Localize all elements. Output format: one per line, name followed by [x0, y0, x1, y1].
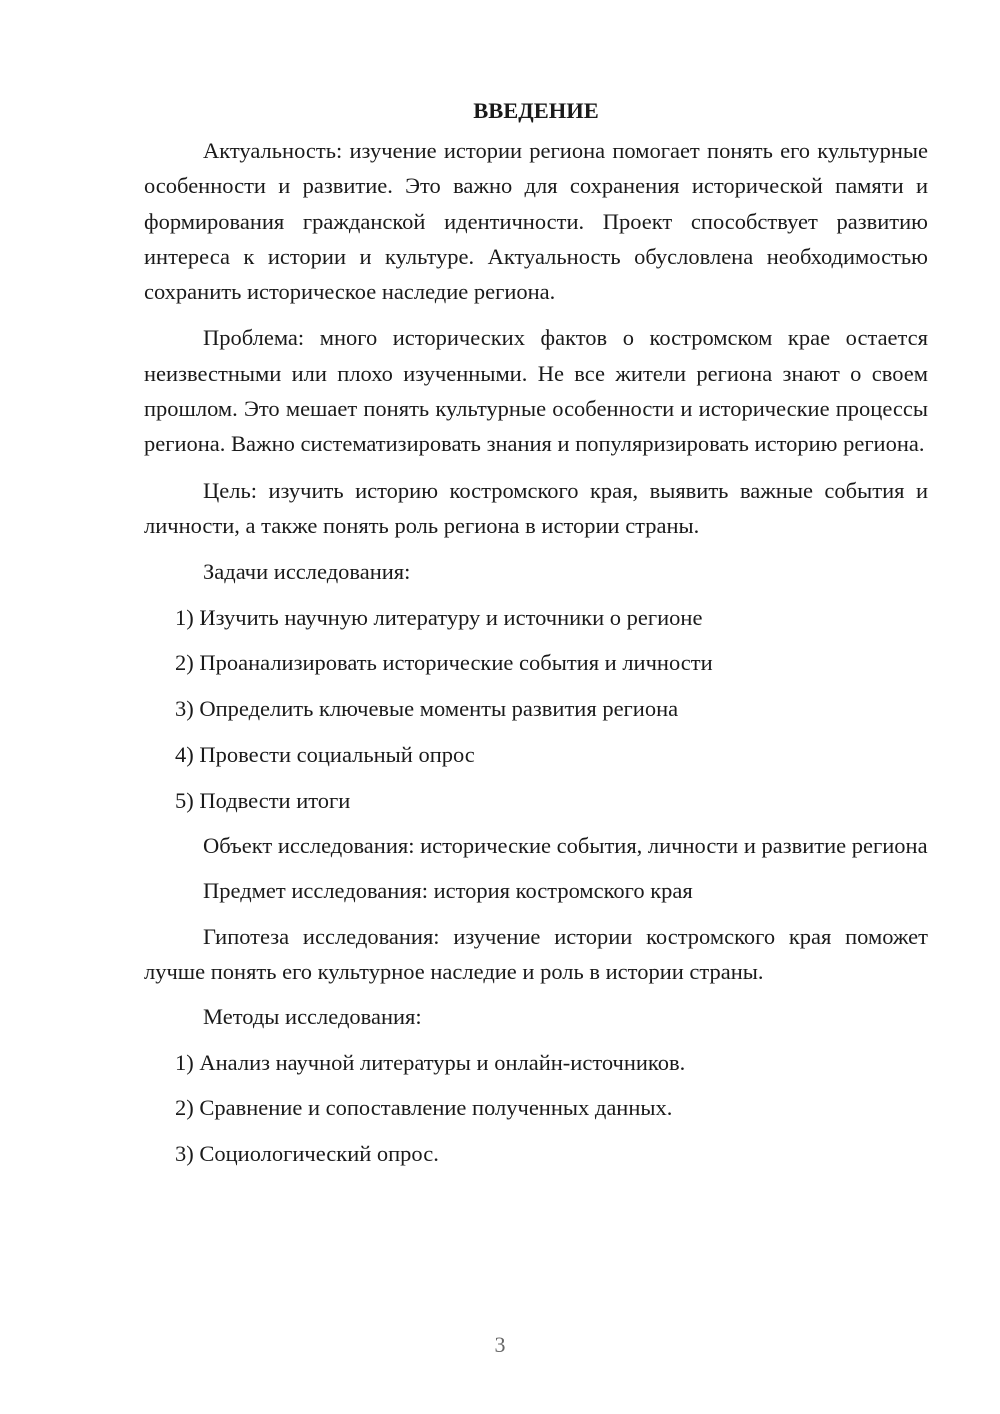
list-item: 3) Социологический опрос. — [175, 1141, 439, 1167]
goal-paragraph: Цель: изучить историю костромского края, выявить важные события и личности, а также понять роль региона в истории страны. — [144, 477, 928, 538]
list-item: 2) Сравнение и сопоставление полученных данных. — [175, 1095, 673, 1121]
page-number: 3 — [494, 1332, 506, 1357]
hypothesis-paragraph: Гипотеза исследования: изучение истории костромского края поможет лучше понять его культурное наследие и роль в истории страны. — [144, 923, 928, 984]
section-heading: ВВЕДЕНИЕ — [473, 98, 599, 123]
tasks-list — [144, 600, 928, 818]
methods-title: Методы исследования: — [203, 1004, 422, 1030]
list-item: 2) Проанализировать исторические события и личности — [175, 650, 713, 676]
subject-paragraph: Предмет исследования: история костромского края — [203, 878, 693, 904]
list-item: 3) Определить ключевые моменты развития региона — [175, 696, 679, 722]
list-item: 5) Подвести итоги — [175, 787, 351, 813]
methods-list — [144, 1045, 928, 1172]
tasks-title: Задачи исследования: — [203, 559, 411, 585]
list-item: 1) Изучить научную литературу и источники о регионе — [175, 604, 703, 630]
problem-paragraph: Проблема: много исторических фактов о костромском крае остается неизвестными или плохо изученными. Не все жители региона знают о своем прошлом. Это мешает понять культурные особенности и исторические процессы региона. Важно систематизировать знания и популяризировать историю региона. — [144, 325, 928, 457]
list-item: 1) Анализ научной литературы и онлайн-источников. — [175, 1049, 686, 1075]
relevance-paragraph: Актуальность: изучение истории региона помогает понять его культурные особенности и развитие. Это важно для сохранения исторической памяти и формирования гражданской идентичности. Проект способствует развитию интереса к истории и культуре. Актуальность обусловлена необходимостью сохранить историческое наследие региона. — [144, 138, 928, 305]
object-paragraph: Объект исследования: исторические события, личности и развитие региона — [203, 833, 928, 859]
document-page — [144, 92, 928, 1171]
list-item: 4) Провести социальный опрос — [175, 741, 475, 767]
